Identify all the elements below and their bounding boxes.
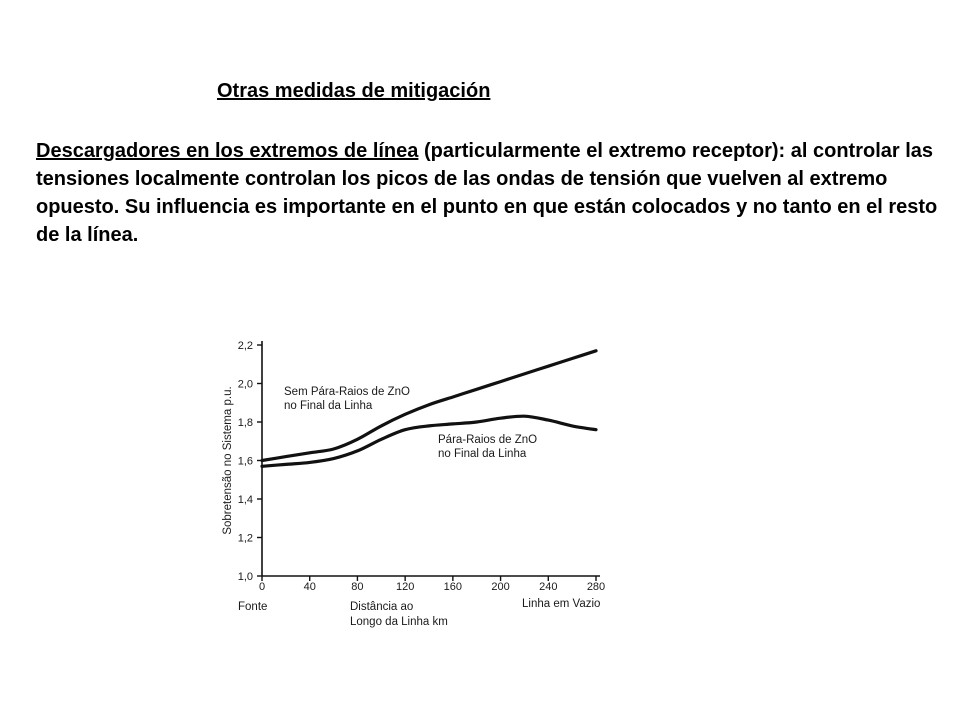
x-tick-label: 160 bbox=[443, 581, 463, 593]
x-tick-label: 80 bbox=[351, 581, 364, 593]
x-tick-label: 0 bbox=[258, 581, 266, 593]
x-start-label: Fonte bbox=[238, 601, 268, 613]
x-tick-label: 280 bbox=[586, 581, 606, 593]
chart-labels bbox=[222, 340, 605, 628]
y-tick-label: 1,4 bbox=[237, 494, 253, 506]
y-tick-label: 2,0 bbox=[237, 378, 253, 391]
y-tick-label: 1,8 bbox=[237, 417, 253, 429]
body-text: (particularmente el extremo receptor): al controlar las tensiones localmente controlan los picos de las ondas de tensión que vuelven al extremo opuesto. Su influencia es importante en el punto en que están colocados y no tanto en el resto de la línea. bbox=[36, 140, 938, 246]
y-tick-label: 1,0 bbox=[237, 571, 253, 583]
series-label-1: no Final da Linha bbox=[284, 400, 373, 412]
y-tick-label: 2,2 bbox=[237, 340, 253, 352]
x-tick-label: 120 bbox=[395, 581, 415, 593]
series-label-2: Pára-Raios de ZnO bbox=[438, 434, 538, 446]
x-tick-label: 240 bbox=[539, 581, 558, 593]
x-end-label: Linha em Vazio bbox=[522, 598, 601, 610]
body-underlined-text: Descargadores en los extremos de línea bbox=[36, 140, 419, 162]
x-axis-label: Distância ao bbox=[350, 601, 414, 613]
page-title: Otras medidas de mitigación bbox=[217, 80, 491, 102]
x-tick-label: 40 bbox=[303, 581, 316, 593]
y-tick-label: 1,2 bbox=[237, 532, 253, 545]
series-label-1: Sem Pára-Raios de ZnO bbox=[284, 386, 410, 398]
x-tick-label: 200 bbox=[491, 581, 510, 593]
y-tick-label: 1,6 bbox=[237, 455, 253, 468]
series-line-2 bbox=[262, 416, 596, 466]
series-label-2: no Final da Linha bbox=[438, 448, 527, 460]
y-axis-label: Sobretensão no Sistema p.u. bbox=[222, 386, 234, 535]
x-axis-label-line2: Longo da Linha km bbox=[350, 616, 448, 628]
